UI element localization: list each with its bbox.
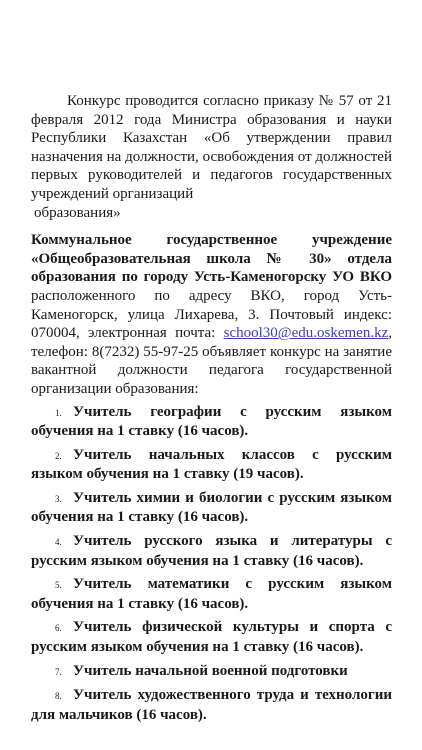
vacancy-text: Учитель химии и биологии с русским языком обучения на 1 ставку (16 часов).	[31, 489, 392, 526]
organization-paragraph	[31, 231, 392, 398]
list-number: 5.	[55, 580, 62, 591]
list-item	[31, 532, 392, 570]
list-number: 3.	[55, 493, 62, 504]
list-item	[31, 575, 392, 613]
list-item	[31, 446, 392, 484]
list-number: 2.	[55, 450, 62, 461]
list-item	[31, 686, 392, 724]
vacancy-text: Учитель русского языка и литературы с русским языком обучения на 1 ставку (16 часов).	[31, 533, 392, 569]
list-number: 6.	[55, 623, 62, 634]
organization-name: Коммунальное государственное учреждение «Общеобразовательная школа № 30» отдела образования по городу Усть-Каменогорску УО ВКО	[31, 232, 392, 286]
intro-text-end: образования»	[34, 204, 121, 221]
list-item	[31, 489, 392, 527]
vacancy-text: Учитель художественного труда и технологии для мальчиков (16 часов).	[31, 687, 392, 723]
intro-paragraph	[31, 92, 392, 222]
list-number: 7.	[55, 666, 62, 677]
list-number: 8.	[55, 691, 62, 702]
vacancy-list	[31, 403, 392, 725]
email-link[interactable]: school30@edu.oskemen.kz	[223, 325, 389, 342]
organization-contact: , телефон: 8(7232) 55-97-25 объявляет конкурс на занятие вакантной должности педагога государственной организации образования:	[31, 325, 392, 397]
intro-text: Конкурс проводится согласно приказу № 57 от 21 февраля 2012 года Министра образования и науки Республики Казахстан «Об утверждении правил назначения на должности, освобождения от должностей первых руководителей и педагогов государственных учреждений организаций	[31, 93, 392, 202]
list-item	[31, 662, 392, 682]
vacancy-text: Учитель физической культуры и спорта с русским языком обучения на 1 ставку (16 часов).	[31, 619, 392, 656]
list-item	[31, 403, 392, 441]
list-item	[31, 618, 392, 656]
list-number: 4.	[55, 537, 62, 548]
vacancy-text: Учитель математики с русским языком обучения на 1 ставку (16 часов).	[31, 576, 392, 612]
vacancy-text: Учитель начальных классов с русским языком обучения на 1 ставку (19 часов).	[31, 446, 392, 483]
list-number: 1.	[55, 407, 62, 418]
vacancy-text: Учитель начальной военной подготовки	[73, 662, 348, 679]
organization-address: расположенного по адресу ВКО, город Усть-Каменогорск, улица Лихарева, 3. Почтовый индекс: 070004, электронная почта:	[31, 287, 392, 342]
vacancy-text: Учитель географии с русским языком обучения на 1 ставку (16 часов).	[31, 403, 392, 440]
